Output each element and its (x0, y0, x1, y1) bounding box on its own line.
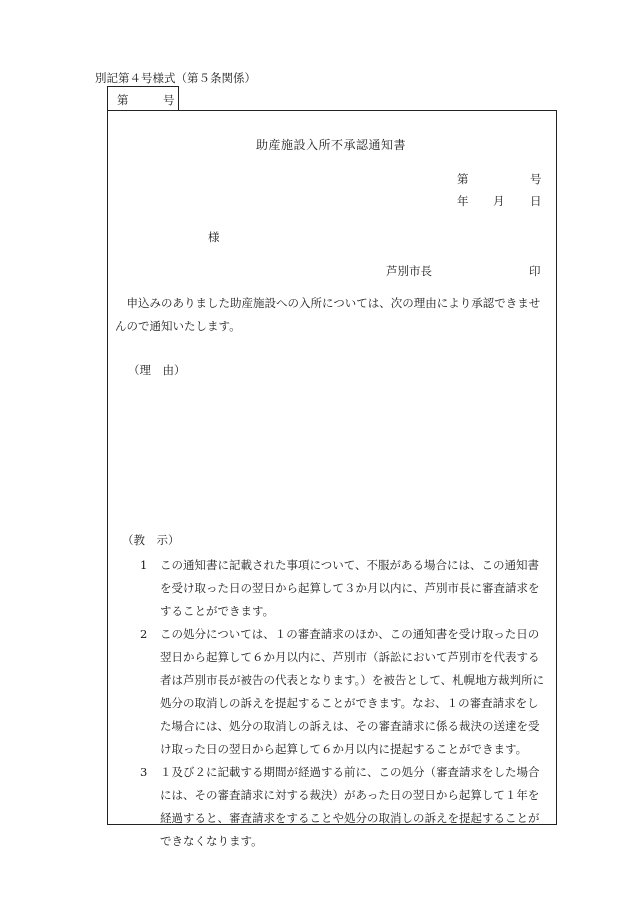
form-label: 別記第４号様式（第５条関係） (95, 71, 256, 85)
issue-month: 月 (493, 194, 505, 208)
note-item (140, 623, 550, 761)
number-box-suffix: 号 (163, 93, 175, 107)
reason-heading: （理 由） (128, 363, 186, 377)
addressee-suffix: 様 (208, 230, 220, 244)
note-number: 2 (140, 627, 148, 641)
issue-number-suffix: 号 (530, 172, 542, 186)
issue-day: 日 (530, 194, 542, 208)
note-number: 3 (140, 765, 148, 779)
seal-mark: 印 (529, 264, 541, 278)
note-number: 1 (140, 558, 148, 572)
document-number-box (107, 86, 179, 110)
note-text: １及び２に記載する期間が経過する前に、この処分（審査請求をした場合には、その審査請求に対する裁決）があった日の翌日から起算して１年を経過すると、審査請求をすることや処分の取消しの訴えを提起することができなくなります。 (160, 765, 540, 848)
notes-heading: （教 示） (122, 533, 180, 547)
note-text: この処分については、１の審査請求のほか、この通知書を受け取った日の翌日から起算して６か月以内に、芦別市（訴訟において芦別市を代表する者は芦別市長が被告の代表となります。）を被告として、札幌地方裁判所に処分の取消しの訴えを提起することができます。なお、１の審査請求をした場合には、処分の取消しの訴えは、その審査請求に係る裁決の送達を受け取った日の翌日から起算して６か月以内に提起することができます。 (160, 627, 545, 756)
sender-name: 芦別市長 (386, 264, 432, 278)
number-box-prefix: 第 (117, 93, 129, 107)
issue-year: 年 (457, 194, 469, 208)
note-text: この通知書に記載された事項について、不服がある場合には、この通知書を受け取った日の翌日から起算して３か月以内に、芦別市長に審査請求をすることができます。 (160, 558, 540, 618)
body-text: 申込みのありました助産施設への入所については、次の理由により承認できませんので通知いたします。 (115, 296, 541, 333)
issue-number-prefix: 第 (457, 172, 469, 186)
note-item (140, 761, 550, 853)
note-item (140, 554, 550, 623)
notes-list (140, 554, 550, 853)
document-title: 助産施設入所不承認通知書 (256, 138, 407, 152)
